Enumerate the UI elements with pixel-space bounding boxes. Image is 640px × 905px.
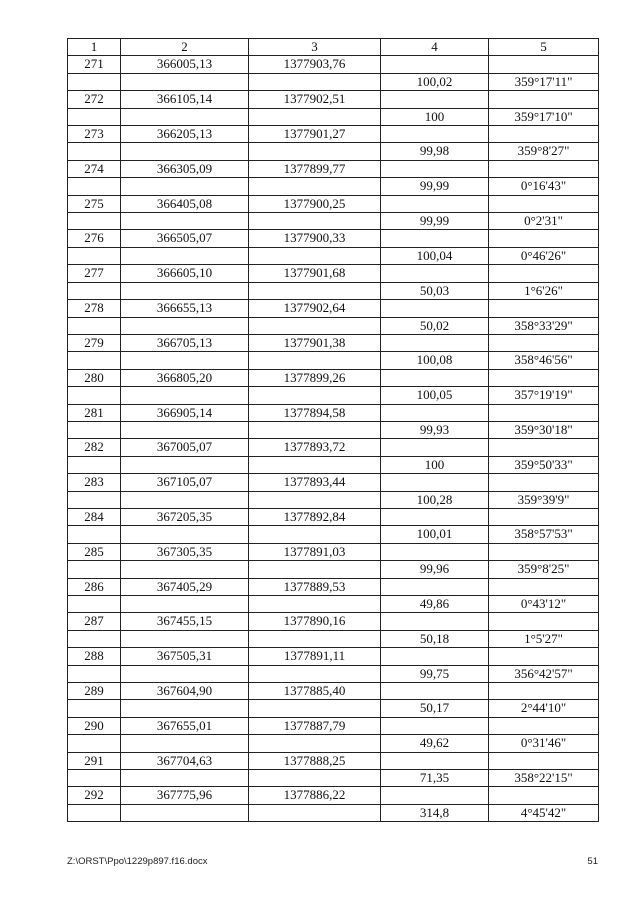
y-coordinate-cell: 1377899,26 <box>249 369 381 386</box>
distance-cell: 314,8 <box>381 804 489 821</box>
bearing-cell <box>489 369 599 386</box>
table-row <box>68 265 599 282</box>
y-coordinate-cell: 1377889,53 <box>249 578 381 595</box>
distance-cell: 99,99 <box>381 213 489 230</box>
y-coordinate-cell <box>249 665 381 682</box>
point-number-cell: 279 <box>68 334 121 351</box>
bearing-cell: 359°30'18" <box>489 421 599 438</box>
x-coordinate-cell <box>121 352 249 369</box>
table-row <box>68 770 599 787</box>
distance-cell: 100 <box>381 108 489 125</box>
bearing-cell <box>489 752 599 769</box>
x-coordinate-cell <box>121 561 249 578</box>
y-coordinate-cell <box>249 596 381 613</box>
distance-cell <box>381 230 489 247</box>
point-number-cell <box>68 421 121 438</box>
table-row <box>68 526 599 543</box>
table-row <box>68 387 599 404</box>
x-coordinate-cell <box>121 804 249 821</box>
distance-cell <box>381 91 489 108</box>
bearing-cell <box>489 160 599 177</box>
y-coordinate-cell <box>249 317 381 334</box>
table-row <box>68 456 599 473</box>
table-row <box>68 317 599 334</box>
table-row <box>68 787 599 804</box>
bearing-cell: 0°46'26" <box>489 247 599 264</box>
x-coordinate-cell: 367455,15 <box>121 613 249 630</box>
point-number-cell <box>68 456 121 473</box>
x-coordinate-cell: 366105,14 <box>121 91 249 108</box>
table-row <box>68 73 599 90</box>
distance-cell <box>381 439 489 456</box>
bearing-cell: 356°42'57" <box>489 665 599 682</box>
point-number-cell: 280 <box>68 369 121 386</box>
point-number-cell <box>68 596 121 613</box>
x-coordinate-cell: 367005,07 <box>121 439 249 456</box>
distance-cell: 71,35 <box>381 770 489 787</box>
y-coordinate-cell <box>249 178 381 195</box>
x-coordinate-cell <box>121 143 249 160</box>
table-row <box>68 195 599 212</box>
y-coordinate-cell <box>249 108 381 125</box>
x-coordinate-cell: 367655,01 <box>121 717 249 734</box>
bearing-cell: 358°33'29" <box>489 317 599 334</box>
distance-cell <box>381 508 489 525</box>
point-number-cell: 281 <box>68 404 121 421</box>
y-coordinate-cell: 1377903,76 <box>249 56 381 73</box>
x-coordinate-cell: 366505,07 <box>121 230 249 247</box>
point-number-cell <box>68 561 121 578</box>
table-row <box>68 596 599 613</box>
point-number-cell <box>68 735 121 752</box>
y-coordinate-cell: 1377888,25 <box>249 752 381 769</box>
distance-cell <box>381 613 489 630</box>
table-row <box>68 630 599 647</box>
point-number-cell: 290 <box>68 717 121 734</box>
point-number-cell <box>68 526 121 543</box>
table-row <box>68 543 599 560</box>
y-coordinate-cell <box>249 804 381 821</box>
bearing-cell <box>489 717 599 734</box>
footer-file-path: Z:\ORST\Ppo\1229p897.f16.docx <box>67 856 208 867</box>
bearing-cell: 358°46'56" <box>489 352 599 369</box>
distance-cell: 100,05 <box>381 387 489 404</box>
y-coordinate-cell: 1377887,79 <box>249 717 381 734</box>
y-coordinate-cell <box>249 352 381 369</box>
bearing-cell <box>489 787 599 804</box>
distance-cell <box>381 195 489 212</box>
distance-cell: 100 <box>381 456 489 473</box>
x-coordinate-cell: 366805,20 <box>121 369 249 386</box>
point-number-cell: 277 <box>68 265 121 282</box>
point-number-cell: 272 <box>68 91 121 108</box>
distance-cell: 50,18 <box>381 630 489 647</box>
x-coordinate-cell: 367405,29 <box>121 578 249 595</box>
point-number-cell <box>68 282 121 299</box>
x-coordinate-cell <box>121 456 249 473</box>
table-row <box>68 108 599 125</box>
table-row <box>68 404 599 421</box>
point-number-cell: 292 <box>68 787 121 804</box>
table-row <box>68 91 599 108</box>
x-coordinate-cell: 366205,13 <box>121 126 249 143</box>
bearing-cell <box>489 439 599 456</box>
distance-cell <box>381 404 489 421</box>
point-number-cell: 282 <box>68 439 121 456</box>
y-coordinate-cell <box>249 387 381 404</box>
table-row <box>68 648 599 665</box>
y-coordinate-cell: 1377890,16 <box>249 613 381 630</box>
table-row <box>68 561 599 578</box>
table-row <box>68 735 599 752</box>
point-number-cell <box>68 73 121 90</box>
x-coordinate-cell <box>121 770 249 787</box>
bearing-cell: 359°50'33" <box>489 456 599 473</box>
x-coordinate-cell: 367305,35 <box>121 543 249 560</box>
table-row <box>68 804 599 821</box>
x-coordinate-cell <box>121 421 249 438</box>
bearing-cell <box>489 543 599 560</box>
bearing-cell <box>489 404 599 421</box>
point-number-cell <box>68 352 121 369</box>
point-number-cell: 274 <box>68 160 121 177</box>
y-coordinate-cell <box>249 247 381 264</box>
distance-cell <box>381 787 489 804</box>
y-coordinate-cell <box>249 700 381 717</box>
point-number-cell <box>68 213 121 230</box>
x-coordinate-cell: 366405,08 <box>121 195 249 212</box>
table-row <box>68 474 599 491</box>
distance-cell <box>381 334 489 351</box>
table-row <box>68 578 599 595</box>
bearing-cell <box>489 126 599 143</box>
x-coordinate-cell <box>121 700 249 717</box>
distance-cell: 99,99 <box>381 178 489 195</box>
point-number-cell <box>68 630 121 647</box>
x-coordinate-cell: 366655,13 <box>121 300 249 317</box>
point-number-cell <box>68 700 121 717</box>
x-coordinate-cell <box>121 108 249 125</box>
point-number-cell <box>68 804 121 821</box>
y-coordinate-cell <box>249 421 381 438</box>
x-coordinate-cell <box>121 630 249 647</box>
y-coordinate-cell: 1377893,72 <box>249 439 381 456</box>
distance-cell: 50,03 <box>381 282 489 299</box>
x-coordinate-cell: 366005,13 <box>121 56 249 73</box>
bearing-cell: 0°31'46" <box>489 735 599 752</box>
distance-cell <box>381 578 489 595</box>
y-coordinate-cell <box>249 735 381 752</box>
distance-cell: 99,75 <box>381 665 489 682</box>
y-coordinate-cell <box>249 561 381 578</box>
table-row <box>68 282 599 299</box>
bearing-cell: 358°57'53" <box>489 526 599 543</box>
x-coordinate-cell: 366305,09 <box>121 160 249 177</box>
bearing-cell: 357°19'19" <box>489 387 599 404</box>
distance-cell <box>381 56 489 73</box>
y-coordinate-cell <box>249 770 381 787</box>
table-row <box>68 700 599 717</box>
x-coordinate-cell <box>121 73 249 90</box>
table-row <box>68 613 599 630</box>
bearing-cell: 0°2'31" <box>489 213 599 230</box>
bearing-cell: 359°17'11" <box>489 73 599 90</box>
bearing-cell <box>489 508 599 525</box>
bearing-cell: 0°43'12" <box>489 596 599 613</box>
y-coordinate-cell: 1377901,68 <box>249 265 381 282</box>
x-coordinate-cell: 367704,63 <box>121 752 249 769</box>
distance-cell <box>381 752 489 769</box>
x-coordinate-cell: 366705,13 <box>121 334 249 351</box>
table-row <box>68 491 599 508</box>
x-coordinate-cell <box>121 596 249 613</box>
distance-cell <box>381 717 489 734</box>
y-coordinate-cell: 1377901,38 <box>249 334 381 351</box>
y-coordinate-cell: 1377899,77 <box>249 160 381 177</box>
y-coordinate-cell: 1377902,51 <box>249 91 381 108</box>
x-coordinate-cell <box>121 491 249 508</box>
y-coordinate-cell <box>249 73 381 90</box>
x-coordinate-cell <box>121 282 249 299</box>
table-row <box>68 126 599 143</box>
distance-cell: 100,01 <box>381 526 489 543</box>
point-number-cell: 285 <box>68 543 121 560</box>
point-number-cell <box>68 665 121 682</box>
y-coordinate-cell: 1377900,25 <box>249 195 381 212</box>
bearing-cell: 1°6'26" <box>489 282 599 299</box>
distance-cell: 100,02 <box>381 73 489 90</box>
point-number-cell: 284 <box>68 508 121 525</box>
distance-cell: 100,28 <box>381 491 489 508</box>
point-number-cell <box>68 387 121 404</box>
footer-page-number: 51 <box>587 856 598 867</box>
y-coordinate-cell: 1377900,33 <box>249 230 381 247</box>
table-row <box>68 143 599 160</box>
point-number-cell: 283 <box>68 474 121 491</box>
bearing-cell <box>489 334 599 351</box>
table-row <box>68 683 599 700</box>
point-number-cell: 288 <box>68 648 121 665</box>
point-number-cell: 271 <box>68 56 121 73</box>
bearing-cell <box>489 300 599 317</box>
bearing-cell: 0°16'43" <box>489 178 599 195</box>
y-coordinate-cell <box>249 491 381 508</box>
table-row <box>68 178 599 195</box>
x-coordinate-cell <box>121 213 249 230</box>
coordinates-table <box>67 38 599 822</box>
x-coordinate-cell: 367205,35 <box>121 508 249 525</box>
y-coordinate-cell <box>249 143 381 160</box>
y-coordinate-cell <box>249 526 381 543</box>
x-coordinate-cell: 367105,07 <box>121 474 249 491</box>
x-coordinate-cell <box>121 178 249 195</box>
distance-cell <box>381 160 489 177</box>
distance-cell: 50,17 <box>381 700 489 717</box>
bearing-cell <box>489 578 599 595</box>
table-row <box>68 230 599 247</box>
point-number-cell <box>68 770 121 787</box>
y-coordinate-cell: 1377894,58 <box>249 404 381 421</box>
bearing-cell <box>489 56 599 73</box>
y-coordinate-cell <box>249 456 381 473</box>
x-coordinate-cell <box>121 526 249 543</box>
distance-cell <box>381 265 489 282</box>
x-coordinate-cell <box>121 247 249 264</box>
table-row <box>68 160 599 177</box>
point-number-cell <box>68 178 121 195</box>
table-body <box>68 56 599 822</box>
point-number-cell: 287 <box>68 613 121 630</box>
table-row <box>68 439 599 456</box>
point-number-cell <box>68 491 121 508</box>
bearing-cell: 1°5'27" <box>489 630 599 647</box>
table-row <box>68 334 599 351</box>
table-row <box>68 508 599 525</box>
bearing-cell <box>489 91 599 108</box>
x-coordinate-cell: 367505,31 <box>121 648 249 665</box>
y-coordinate-cell: 1377893,44 <box>249 474 381 491</box>
table-row <box>68 421 599 438</box>
column-header-3: 3 <box>249 39 381 56</box>
distance-cell <box>381 300 489 317</box>
bearing-cell: 358°22'15" <box>489 770 599 787</box>
y-coordinate-cell <box>249 213 381 230</box>
table-row <box>68 665 599 682</box>
y-coordinate-cell: 1377891,11 <box>249 648 381 665</box>
y-coordinate-cell: 1377902,64 <box>249 300 381 317</box>
column-header-1: 1 <box>68 39 121 56</box>
table-row <box>68 300 599 317</box>
point-number-cell: 291 <box>68 752 121 769</box>
table-row <box>68 247 599 264</box>
table-row <box>68 369 599 386</box>
x-coordinate-cell <box>121 665 249 682</box>
point-number-cell: 286 <box>68 578 121 595</box>
distance-cell: 49,86 <box>381 596 489 613</box>
table-header-row <box>68 39 599 56</box>
distance-cell <box>381 648 489 665</box>
table-row <box>68 352 599 369</box>
distance-cell: 99,96 <box>381 561 489 578</box>
bearing-cell: 359°39'9" <box>489 491 599 508</box>
bearing-cell: 359°8'25" <box>489 561 599 578</box>
point-number-cell: 276 <box>68 230 121 247</box>
y-coordinate-cell: 1377901,27 <box>249 126 381 143</box>
bearing-cell: 359°17'10" <box>489 108 599 125</box>
y-coordinate-cell: 1377885,40 <box>249 683 381 700</box>
point-number-cell <box>68 143 121 160</box>
y-coordinate-cell <box>249 630 381 647</box>
table-row <box>68 213 599 230</box>
y-coordinate-cell <box>249 282 381 299</box>
distance-cell <box>381 683 489 700</box>
column-header-4: 4 <box>381 39 489 56</box>
x-coordinate-cell <box>121 317 249 334</box>
distance-cell <box>381 126 489 143</box>
point-number-cell: 275 <box>68 195 121 212</box>
table-row <box>68 752 599 769</box>
x-coordinate-cell: 367604,90 <box>121 683 249 700</box>
bearing-cell <box>489 683 599 700</box>
bearing-cell: 2°44'10" <box>489 700 599 717</box>
y-coordinate-cell: 1377892,84 <box>249 508 381 525</box>
distance-cell: 49,62 <box>381 735 489 752</box>
distance-cell <box>381 369 489 386</box>
x-coordinate-cell: 367775,96 <box>121 787 249 804</box>
distance-cell: 99,93 <box>381 421 489 438</box>
bearing-cell: 4°45'42" <box>489 804 599 821</box>
distance-cell: 50,02 <box>381 317 489 334</box>
x-coordinate-cell: 366605,10 <box>121 265 249 282</box>
bearing-cell: 359°8'27" <box>489 143 599 160</box>
point-number-cell: 273 <box>68 126 121 143</box>
bearing-cell <box>489 230 599 247</box>
y-coordinate-cell: 1377886,22 <box>249 787 381 804</box>
distance-cell: 100,08 <box>381 352 489 369</box>
x-coordinate-cell <box>121 387 249 404</box>
y-coordinate-cell: 1377891,03 <box>249 543 381 560</box>
x-coordinate-cell: 366905,14 <box>121 404 249 421</box>
point-number-cell <box>68 247 121 264</box>
point-number-cell <box>68 317 121 334</box>
bearing-cell <box>489 474 599 491</box>
bearing-cell <box>489 648 599 665</box>
column-header-5: 5 <box>489 39 599 56</box>
point-number-cell: 289 <box>68 683 121 700</box>
bearing-cell <box>489 613 599 630</box>
distance-cell <box>381 543 489 560</box>
table-row <box>68 717 599 734</box>
bearing-cell <box>489 195 599 212</box>
table-row <box>68 56 599 73</box>
bearing-cell <box>489 265 599 282</box>
distance-cell: 99,98 <box>381 143 489 160</box>
point-number-cell: 278 <box>68 300 121 317</box>
distance-cell: 100,04 <box>381 247 489 264</box>
column-header-2: 2 <box>121 39 249 56</box>
point-number-cell <box>68 108 121 125</box>
x-coordinate-cell <box>121 735 249 752</box>
distance-cell <box>381 474 489 491</box>
